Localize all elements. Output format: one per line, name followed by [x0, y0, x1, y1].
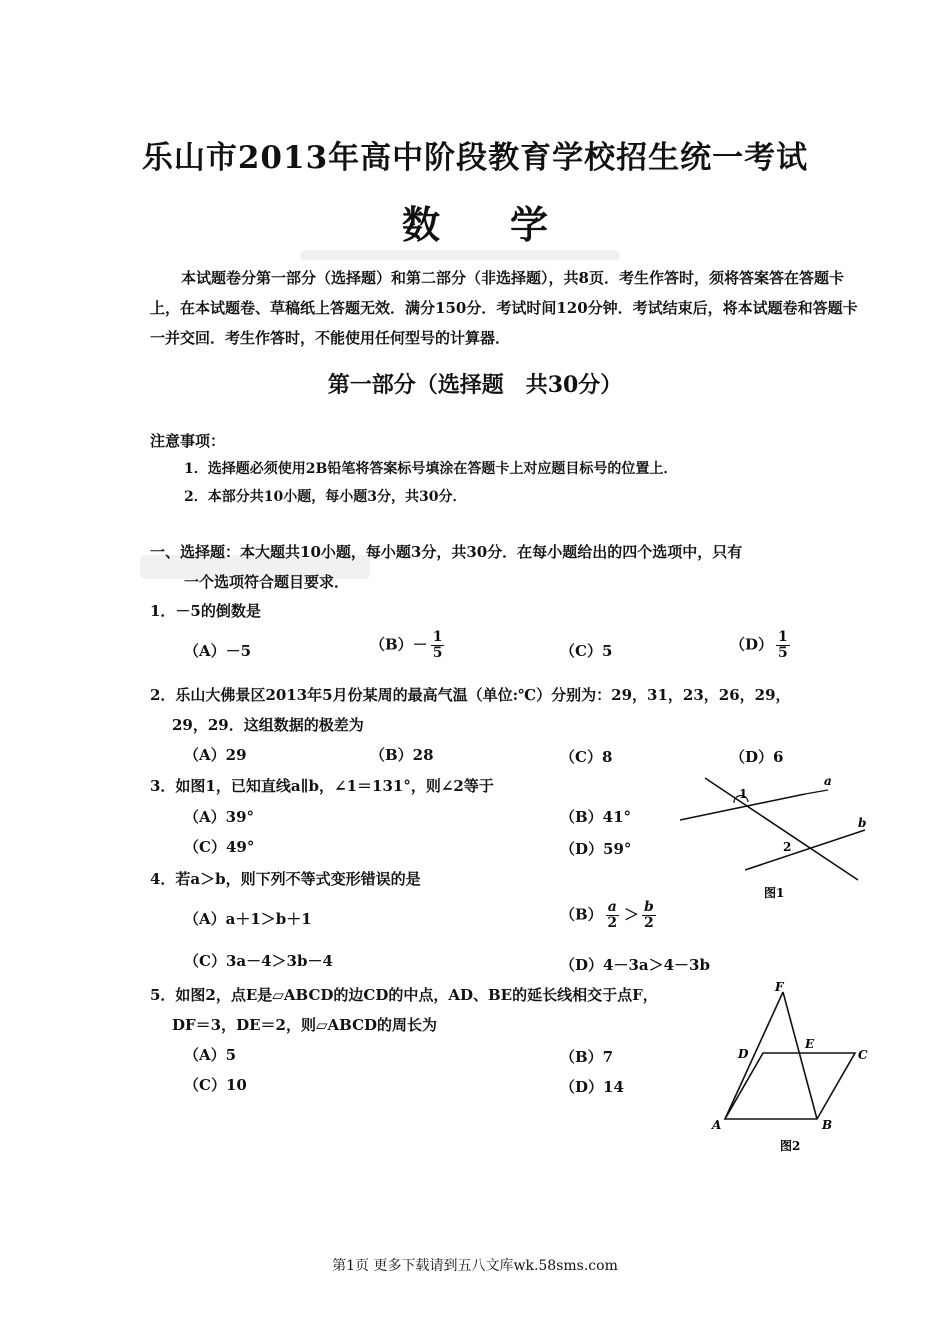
point-a-label: A — [712, 1118, 722, 1132]
question-3-option-a: （A）39° — [184, 808, 255, 826]
line-b — [745, 830, 865, 870]
question-4-option-d: （D）4－3a＞4－3b — [560, 956, 710, 974]
question-1-option-a: （A）－5 — [184, 642, 252, 660]
section-line-1: 一、选择题：本大题共10小题，每小题3分，共30分．在每小题给出的四个选项中，只有 — [150, 543, 743, 561]
subject-title: 数学 — [401, 202, 618, 247]
fraction-numerator: 1 — [778, 629, 788, 645]
exam-title: 乐山市2013年高中阶段教育学校招生统一考试 — [141, 140, 809, 176]
fraction — [606, 900, 619, 931]
figure-2-caption: 图2 — [780, 1139, 801, 1153]
question-1-stem: 1．－5的倒数是 — [150, 602, 261, 620]
angle-2-label: 2 — [783, 840, 792, 854]
question-4-option-c: （C）3a－4＞3b－4 — [184, 952, 333, 970]
fraction-denominator: 5 — [778, 645, 788, 661]
question-2-option-b: （B）28 — [370, 746, 434, 764]
question-4-stem: 4．若a＞b，则下列不等式变形错误的是 — [150, 870, 421, 888]
question-1-option-c: （C）5 — [560, 642, 613, 660]
fraction-denominator: 2 — [644, 915, 654, 931]
notice-item: 1．选择题必须使用2B铅笔将答案标号填涂在答题卡上对应题目标号的位置上． — [184, 461, 678, 477]
question-2-option-c: （C）8 — [560, 748, 613, 766]
fraction-denominator: 5 — [432, 645, 443, 661]
question-5-option-d: （D）14 — [560, 1078, 624, 1096]
question-2-stem-line-2: 29，29．这组数据的极差为 — [172, 716, 364, 734]
question-2-option-d: （D）6 — [730, 748, 784, 766]
question-3-stem: 3．如图1，已知直线a∥b，∠1＝131°，则∠2等于 — [150, 777, 494, 795]
line-a-label: a — [824, 774, 832, 788]
notice-item: 2．本部分共10小题，每小题3分，共30分． — [184, 489, 467, 505]
question-5-stem-line-1: 5．如图2，点E是▱ABCD的边CD的中点，AD、BE的延长线相交于点F， — [150, 986, 658, 1004]
question-5-stem-line-2: DF＝3，DE＝2，则▱ABCD的周长为 — [172, 1016, 438, 1034]
option-b-prefix: （B） — [560, 905, 603, 924]
part-title: 第一部分（选择题 共30分） — [327, 372, 623, 398]
fraction-numerator: b — [644, 899, 654, 915]
question-4-option-b — [560, 900, 656, 931]
transversal-line — [705, 778, 858, 880]
question-1-option-b — [370, 630, 444, 661]
option-d-prefix: （D） — [730, 635, 774, 654]
question-4-option-a: （A）a＋1＞b＋1 — [184, 910, 312, 928]
question-3-option-b: （B）41° — [560, 808, 632, 826]
fraction-numerator: a — [607, 899, 617, 915]
section-line-2: 一个选项符合题目要求． — [184, 573, 350, 591]
scan-smudge — [300, 250, 620, 260]
figure-1 — [670, 770, 870, 905]
notice-title: 注意事项： — [150, 432, 226, 450]
fraction-numerator: 1 — [432, 629, 443, 645]
point-e-label: E — [805, 1037, 815, 1051]
question-5-option-a: （A）5 — [184, 1046, 237, 1064]
figure-1-caption: 图1 — [764, 886, 785, 900]
point-b-label: B — [822, 1118, 833, 1132]
option-b-prefix: （B）－ — [370, 635, 428, 654]
question-3-option-c: （C）49° — [184, 838, 255, 856]
question-3-option-d: （D）59° — [560, 840, 632, 858]
point-f-label: F — [775, 980, 784, 994]
question-1-option-d — [730, 630, 790, 661]
question-5-option-c: （C）10 — [184, 1076, 247, 1094]
line-a-extension — [805, 790, 828, 794]
operator: ＞ — [624, 905, 640, 924]
fraction-denominator: 2 — [607, 915, 618, 931]
question-2-option-a: （A）29 — [184, 746, 247, 764]
fraction — [776, 630, 790, 661]
page-footer: 第1页 更多下载请到五八文库wk.58sms.com — [332, 1258, 618, 1274]
question-2-stem-line-1: 2．乐山大佛景区2013年5月份某周的最高气温（单位:℃）分别为：29，31，23，26，29， — [150, 686, 791, 704]
line-fb — [783, 992, 817, 1119]
line-b-label: b — [858, 816, 867, 830]
line-af — [725, 992, 783, 1119]
intro-paragraph: 本试题卷分第一部分（选择题）和第二部分（非选择题），共8页．考生作答时，须将答案答在答题卡上，在本试题卷、草稿纸上答题无效．满分150分．考试时间120分钟．考试结束后，将本试题卷和答题卡一并交回．考生作答时，不能使用任何型号的计算器． — [150, 269, 858, 347]
section-heading — [150, 537, 875, 597]
fraction — [431, 630, 445, 661]
point-c-label: C — [858, 1048, 868, 1062]
point-d-label: D — [738, 1047, 749, 1061]
figure-2 — [705, 980, 875, 1160]
fraction — [642, 900, 656, 931]
parallelogram-abcd — [725, 1053, 855, 1119]
question-5-option-b: （B）7 — [560, 1048, 614, 1066]
angle-1-label: 1 — [739, 787, 748, 801]
